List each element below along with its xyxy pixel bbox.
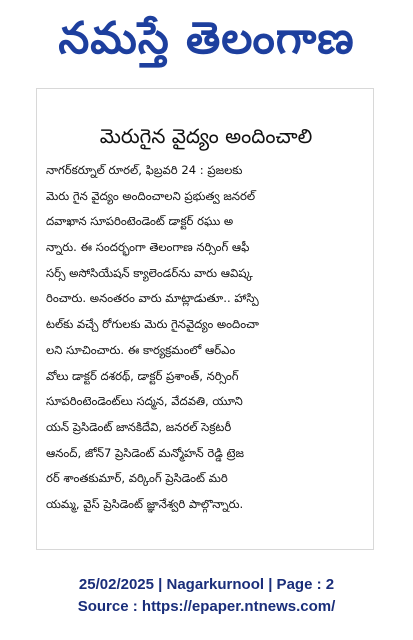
source-link[interactable]: Source : https://epaper.ntnews.com/ [77, 598, 336, 615]
article-line: యమ్మ, వైస్ ప్రెసిడెంట్ జ్ఞానేశ్వరి పాల్గొన్నారు. [46, 496, 244, 511]
article-line: ఆనంద్, జోన్7 ప్రెసిడెంట్ మన్మోహన్ రెడ్డి ట్రెజ [46, 445, 244, 460]
article-headline: మెరుగైన వైద్యం అందించాలి [99, 124, 313, 148]
article-line: సూపరింటెండెంట్‌లు సద్మన, వేదవతి, యూని [46, 394, 243, 409]
masthead-title: నమస్తే తెలంగాణ [58, 13, 355, 64]
article-line: నాగర్‌కర్నూల్ రూరల్, ఫిబ్రవరి 24 : ప్రజలకు [46, 163, 243, 177]
article-line: దవాఖాన సూపరింటెండెంట్ డాక్టర్ రఘు అ [46, 214, 234, 229]
article-line: టల్‌కు వచ్చే రోగులకు మెరు గైనవైద్యం అందించా [46, 317, 259, 332]
article-line: మెరు గైన వైద్యం అందించాలని ప్రభుత్వ జనరల్ [46, 188, 256, 203]
article-body [46, 158, 364, 518]
article-line: వోలు డాక్టర్ దశరథ్, డాక్టర్ ప్రశాంత్, నర్సింగ్ [46, 368, 239, 383]
publication-meta: 25/02/2025 | Nagarkurnool | Page : 2 [78, 576, 335, 593]
article-line: యన్ ప్రెసిడెంట్ జానకిదేవి, జనరల్ సెక్రటరీ [46, 419, 232, 434]
article-line: న్నారు. ఈ సందర్భంగా తెలంగాణ నర్సింగ్ ఆఫీ [46, 240, 250, 255]
clipping-footer [0, 574, 413, 618]
article-line: రర్ శాంతకుమార్, వర్కింగ్ ప్రెసిడెంట్ మరి [46, 471, 228, 486]
article-line: లని సూచించారు. ఈ కార్యక్రమంలో ఆర్‌ఎం [46, 342, 236, 357]
article-line: సర్స్ అసోసియేషన్ క్యాలెండర్‌ను వారు ఆవిష్క [46, 265, 253, 280]
article-line: రించారు. అనంతరం వారు మాట్లాడుతూ.. హాస్పి [46, 291, 259, 306]
newspaper-masthead [0, 0, 413, 78]
